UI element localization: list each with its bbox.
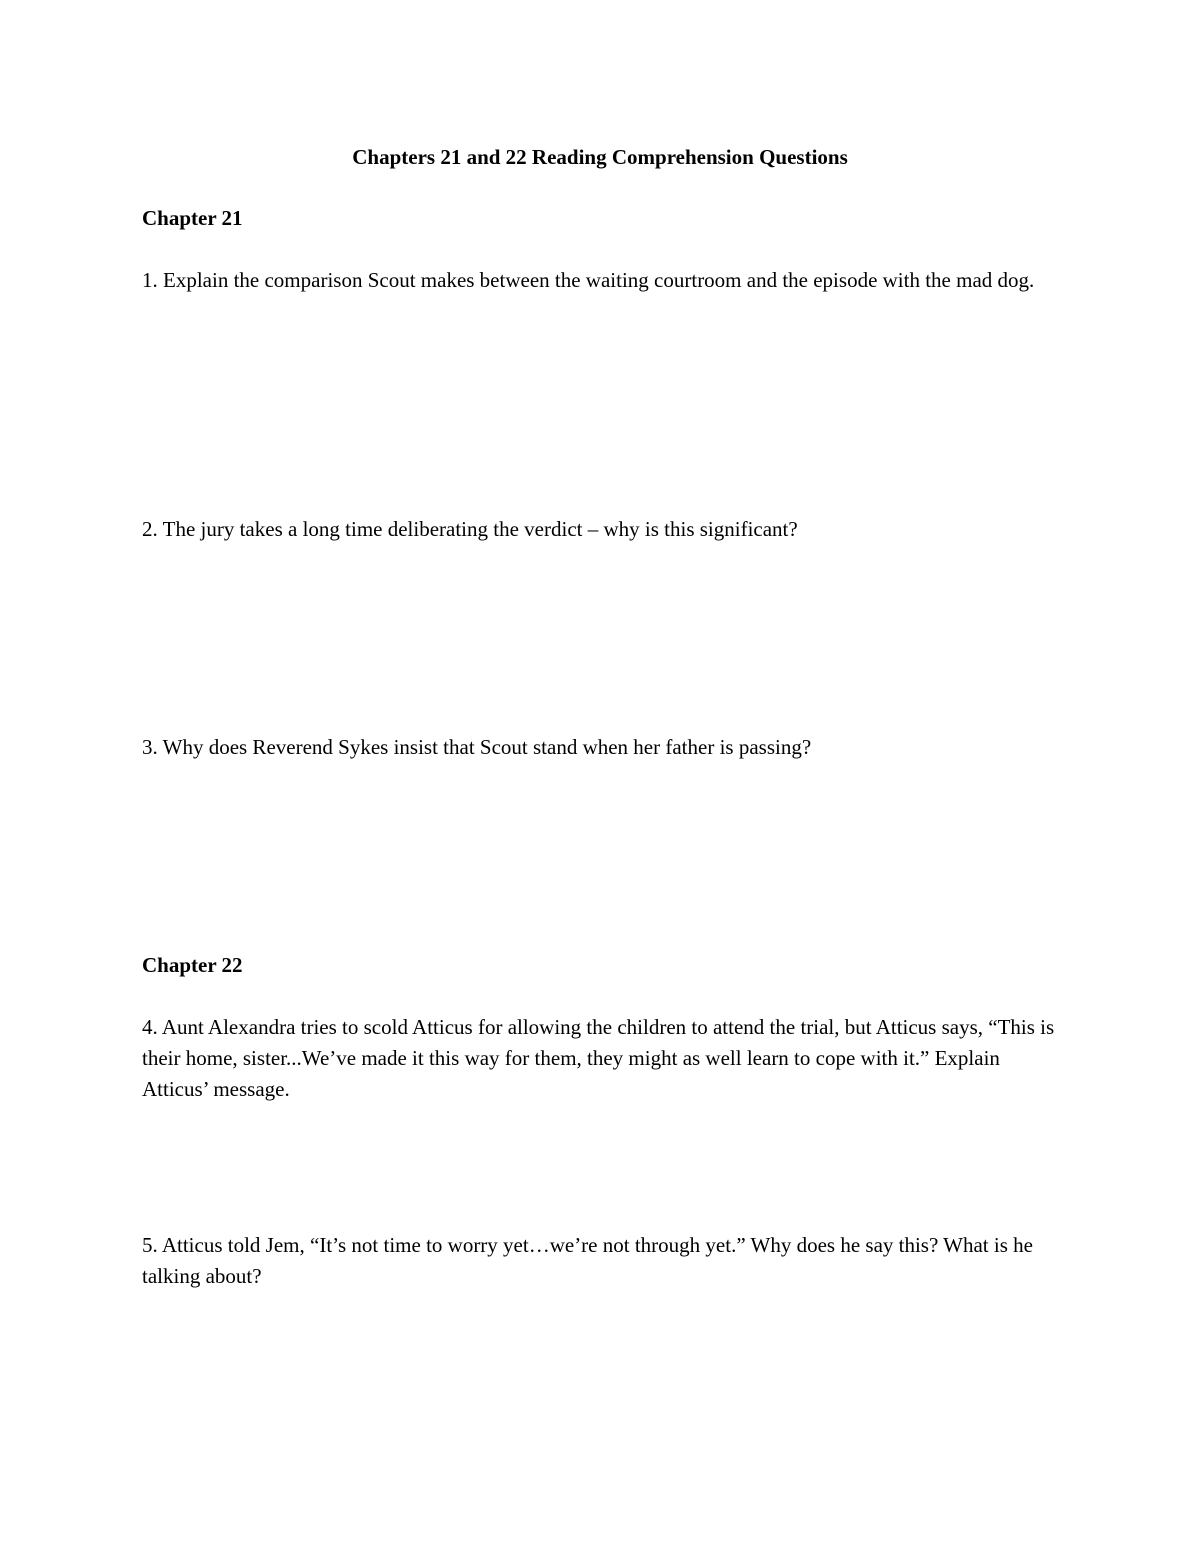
- question-1: 1. Explain the comparison Scout makes between the waiting courtroom and the episode with the mad dog.: [142, 268, 1035, 292]
- page-title: Chapters 21 and 22 Reading Comprehension Questions: [352, 145, 848, 169]
- question-4: 4. Aunt Alexandra tries to scold Atticus for allowing the children to attend the trial, but Atticus says, “This is their home, sister...We’ve made it this way for them, they might as well learn to cope with it.” Explain Atticus’ message.: [142, 1015, 1055, 1101]
- question-3: 3. Why does Reverend Sykes insist that Scout stand when her father is passing?: [142, 735, 812, 759]
- question-2: 2. The jury takes a long time deliberating the verdict – why is this significant?: [142, 517, 798, 541]
- section-heading-chapter-21: Chapter 21: [142, 206, 243, 230]
- question-5: 5. Atticus told Jem, “It’s not time to worry yet…we’re not through yet.” Why does he say this? What is he talking about?: [142, 1233, 1033, 1288]
- section-heading-chapter-22: Chapter 22: [142, 953, 243, 977]
